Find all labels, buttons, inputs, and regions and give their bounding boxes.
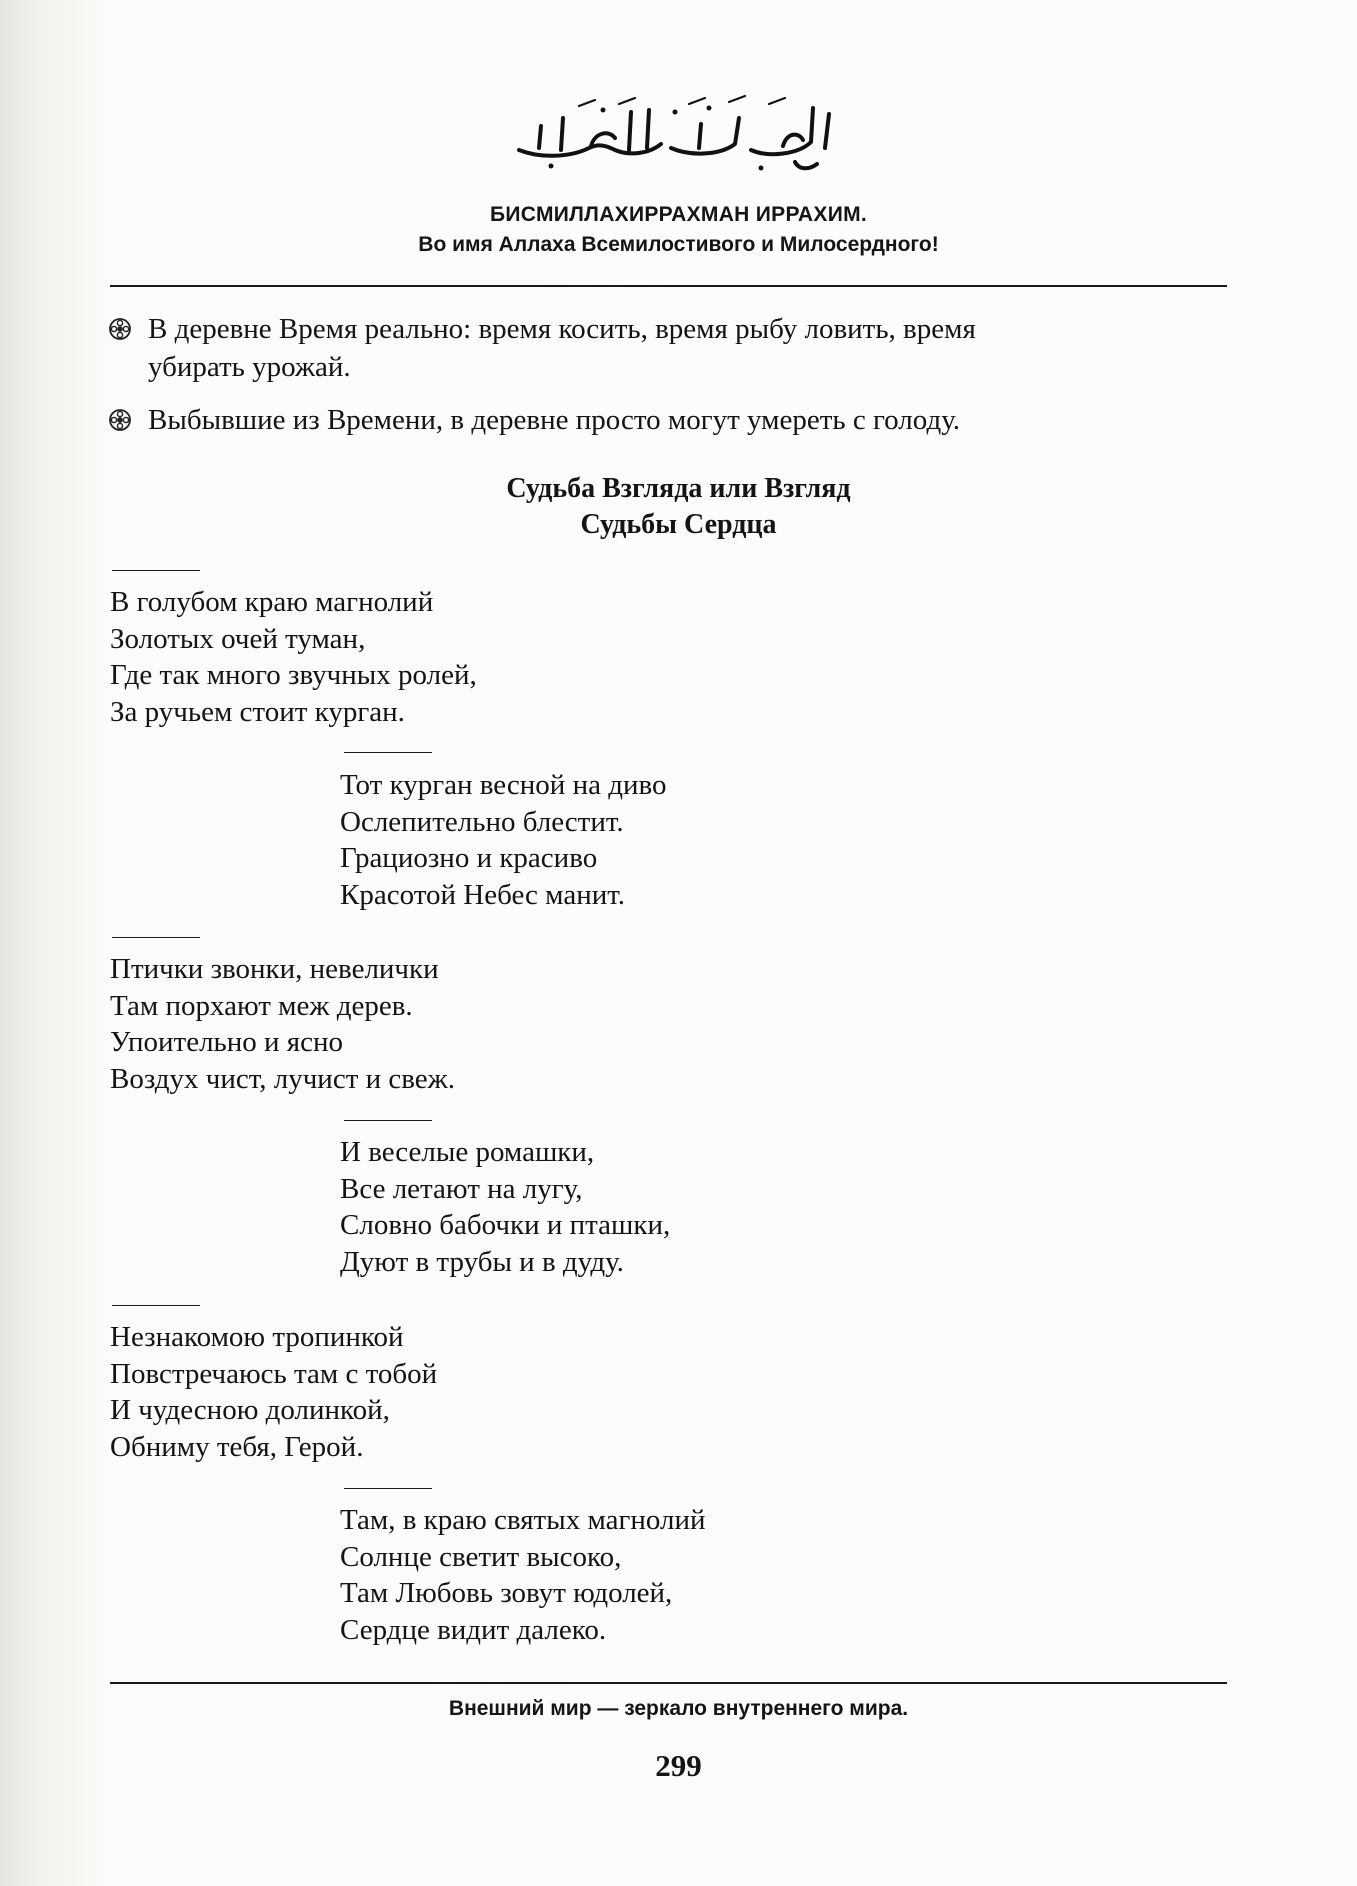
poem-line: Там, в краю святых магнолий: [340, 1504, 706, 1536]
bullet-text: убирать урожай.: [148, 351, 351, 383]
poem-line: Обниму тебя, Герой.: [110, 1430, 364, 1463]
poem-stanza: [340, 1502, 706, 1648]
bullet-text: Выбывшие из Времени, в деревне просто могут умереть с голоду.: [148, 404, 961, 436]
poem-stanza: [340, 767, 666, 913]
poem-line: Золотых очей туман,: [110, 622, 366, 655]
poem-line: И чудесною долинкой,: [110, 1394, 390, 1426]
poem-line: Красотой Небес манит.: [340, 878, 625, 911]
basmala-calligraphy: [0, 88, 1357, 178]
poem-line: Словно бабочки и пташки,: [340, 1209, 671, 1241]
poem-line: В голубом краю магнолий: [110, 586, 434, 618]
poem-line: Упоительно и ясно: [110, 1026, 344, 1058]
page-number: 299: [655, 1748, 702, 1783]
stanza-separator: [344, 752, 432, 753]
poem-line: Тот курган весной на диво: [340, 769, 667, 801]
poem-line: Незнакомою тропинкой: [110, 1321, 404, 1353]
poem-line: Где так много звучных ролей,: [110, 659, 477, 691]
poem-stanza: [110, 951, 455, 1097]
stanza-separator: [112, 1305, 200, 1306]
header-divider: [110, 285, 1227, 287]
poem-line: Повстречаюсь там с тобой: [110, 1357, 438, 1390]
poem-title-line: Судьбы Сердца: [580, 509, 777, 540]
poem-line: И веселые ромашки,: [340, 1136, 595, 1168]
poem-line: Все летают на лугу,: [340, 1172, 583, 1205]
flower-bullet-icon: [108, 408, 132, 432]
poem-line: За ручьем стоит курган.: [110, 695, 405, 728]
basmala-transliteration: БИСМИЛЛАХИРРАХМАН ИРРАХИМ.: [489, 203, 868, 226]
poem-line: Там порхают меж дерев.: [110, 989, 413, 1022]
poem-line: Сердце видит далеко.: [340, 1613, 607, 1646]
poem-title-line: Судьба Взгляда или Взгляд: [506, 473, 851, 504]
poem-line: Птички звонки, невелички: [110, 953, 439, 985]
stanza-separator: [344, 1488, 432, 1489]
arabic-calligraphy-icon: [499, 88, 859, 178]
stanza-separator: [112, 570, 200, 571]
poem-line: Грациозно и красиво: [340, 842, 598, 874]
poem-line: Воздух чист, лучист и свеж.: [110, 1062, 455, 1095]
poem-stanza: [110, 584, 477, 730]
poem-line: Ослепительно блестит.: [340, 805, 624, 838]
poem-line: Дуют в трубы и в дуду.: [340, 1245, 624, 1278]
basmala-translation: Во имя Аллаха Всемилостивого и Милосердного!: [418, 233, 939, 256]
stanza-separator: [112, 937, 200, 938]
stanza-separator: [344, 1120, 432, 1121]
footer-divider: [110, 1682, 1227, 1684]
poem-line: Там Любовь зовут юдолей,: [340, 1577, 673, 1609]
footer-motto: Внешний мир — зеркало внутреннего мира.: [448, 1697, 909, 1720]
poem-stanza: [340, 1134, 670, 1280]
poem-line: Солнце светит высоко,: [340, 1540, 622, 1573]
bullet-text: В деревне Время реально: время косить, время рыбу ловить, время: [148, 313, 976, 345]
flower-bullet-icon: [108, 317, 132, 341]
poem-stanza: [110, 1319, 437, 1465]
